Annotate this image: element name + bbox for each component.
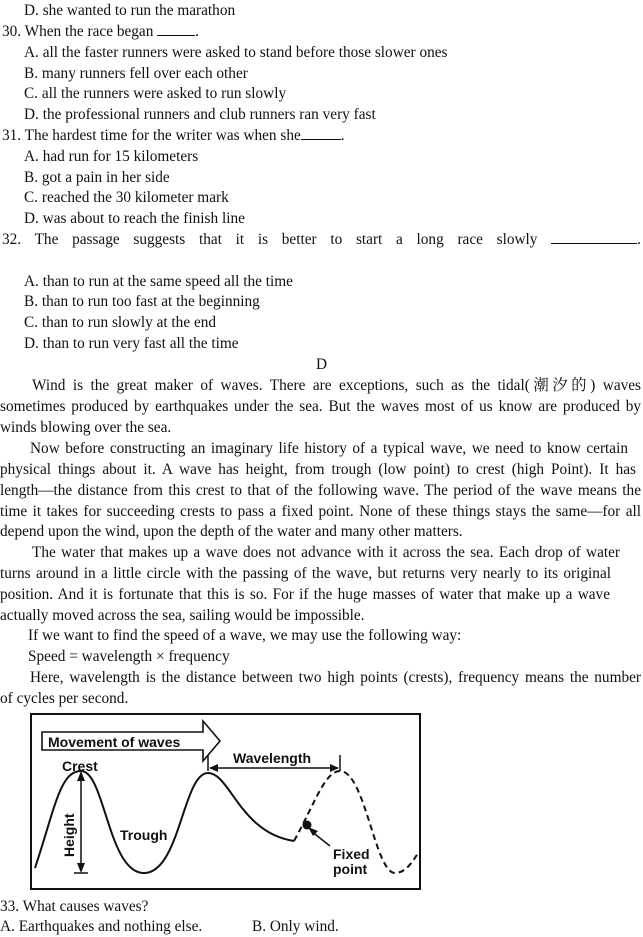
q32-answer-blank [551, 230, 637, 244]
q33-option-b: B. Only wind. [252, 918, 339, 935]
q33-stem: 33. What causes waves? [0, 898, 149, 915]
fixed-point-label-2: point [333, 861, 368, 877]
q32-stem-text: 32. The passage suggests that it is better to start a long race slowly [2, 231, 538, 248]
crest-label: Crest [62, 758, 98, 774]
movement-label: Movement of waves [48, 734, 181, 750]
passage-line: time it takes for succeeding crests to pass a fixed point. None of these things stays the same—for all [0, 503, 641, 520]
q30-answer-blank [157, 22, 195, 36]
q32-option-c: C. than to run slowly at the end [24, 314, 217, 331]
section-heading: D [315, 356, 328, 373]
passage-line: Now before constructing an imaginary life history of a typical wave, we need to know certain [30, 440, 628, 457]
q32-option-d: D. than to run very fast all the time [24, 335, 239, 352]
trough-label: Trough [120, 827, 168, 843]
q29-option-d: D. she wanted to run the marathon [24, 2, 236, 19]
q31-option-c: C. reached the 30 kilometer mark [24, 189, 229, 206]
passage-line: If we want to find the speed of a wave, we may use the following way: [28, 627, 462, 644]
wave-diagram [30, 713, 422, 891]
q32-option-a: A. than to run at the same speed all the time [24, 273, 293, 290]
wavelength-label: Wavelength [233, 750, 312, 766]
q31-stem [2, 126, 345, 146]
q30-stem-text: 30. When the race began [2, 23, 154, 40]
q30-stem [2, 22, 199, 42]
passage-line: sometimes produced by earthquakes under the sea. But the waves most of us know are produced by [0, 398, 641, 415]
q31-stem-text: 31. The hardest time for the writer was when she [2, 127, 301, 144]
passage-line: length—the distance from this crest to that of the following wave. The period of the wave means the [0, 482, 641, 499]
passage-line: Wind is the great maker of waves. There are exceptions, such as the tidal(潮汐的) waves [32, 377, 641, 394]
passage-line: winds blowing over the sea. [0, 419, 172, 436]
q31-option-b: B. got a pain in her side [24, 169, 170, 186]
q31-stem-end: . [340, 127, 345, 144]
passage-line: physical things about it. A wave has height, from trough (low point) to crest (high Point). It has [0, 461, 636, 478]
q32-option-b: B. than to run too fast at the beginning [24, 293, 260, 310]
passage-line: depend upon the wind, upon the depth of the water and many other matters. [0, 523, 463, 540]
q30-option-a: A. all the faster runners were asked to stand before those slower ones [24, 44, 448, 61]
q30-option-b: B. many runners fell over each other [24, 65, 248, 82]
passage-line: Here, wavelength is the distance between two high points (crests), frequency means the number [30, 669, 641, 686]
passage-line: position. And it is fortunate that this is so. For if the huge masses of water that make up a wave [0, 586, 610, 603]
passage-line: of cycles per second. [0, 690, 129, 707]
q31-answer-blank [301, 126, 341, 140]
q30-option-c: C. all the runners were asked to run slowly [24, 85, 287, 102]
q33-option-a: A. Earthquakes and nothing else. [0, 918, 203, 935]
passage-line: The water that makes up a wave does not advance with it across the sea. Each drop of water [32, 544, 620, 561]
fixed-point-label-1: Fixed [333, 846, 370, 862]
q32-stem [2, 230, 641, 250]
q30-stem-end: . [195, 23, 199, 40]
passage-line: actually moved across the sea, sailing would be impossible. [0, 607, 365, 624]
q31-option-a: A. had run for 15 kilometers [24, 148, 199, 165]
q30-option-d: D. the professional runners and club runners ran very fast [24, 106, 376, 123]
formula-line: Speed = wavelength × frequency [28, 648, 230, 665]
height-label: Height [61, 813, 77, 857]
q32-stem-end: . [637, 231, 641, 248]
passage-line: turns around in a little circle with the passing of the wave, but returns very nearly to its original [0, 565, 611, 582]
q31-option-d: D. was about to reach the finish line [24, 210, 245, 227]
